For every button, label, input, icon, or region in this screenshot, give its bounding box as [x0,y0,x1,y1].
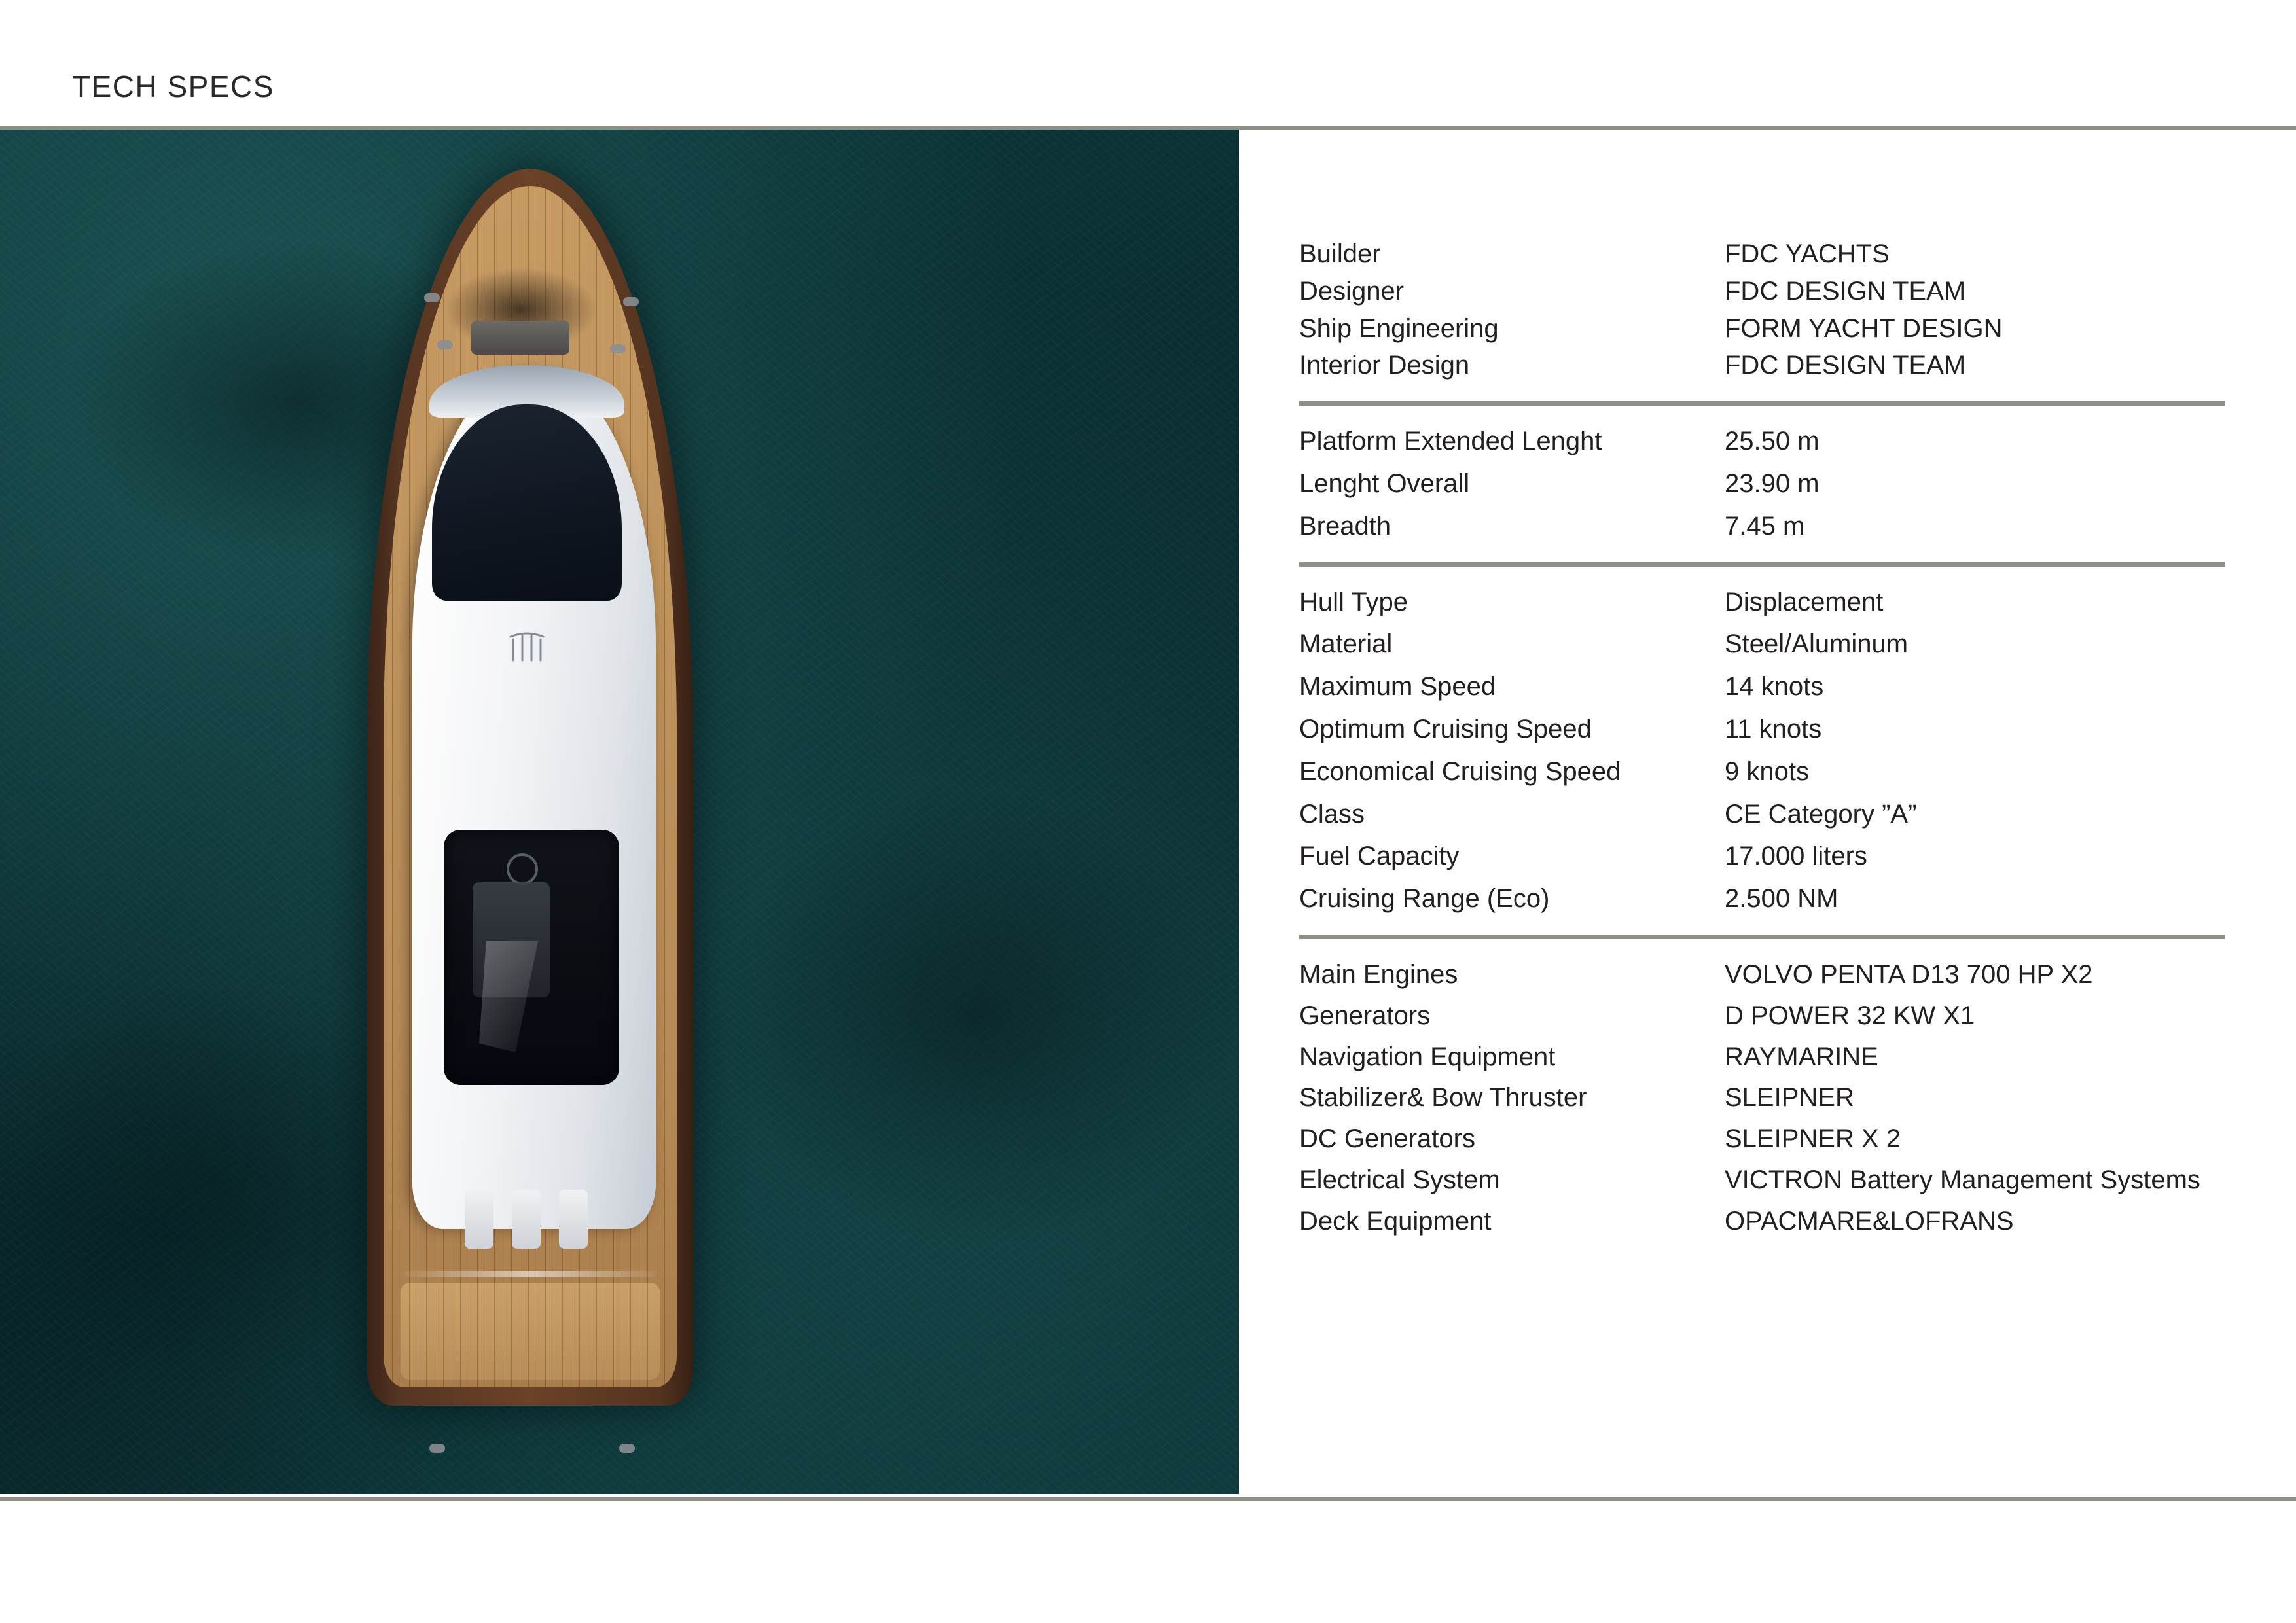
spec-row [1299,956,2235,993]
deck-cleat-icon [424,293,440,302]
spec-value: FDC DESIGN TEAM [1725,351,1966,380]
spec-row [1299,796,2235,833]
spec-row [1299,423,2235,460]
spec-row [1299,465,2235,503]
spec-value: 14 knots [1725,672,1824,702]
water-shadow-patch [0,976,422,1385]
brand-monogram-icon [507,630,552,664]
aft-deck-trim [404,1271,656,1277]
spec-group-performance [1299,584,2235,918]
spec-label: Ship Engineering [1299,313,1499,343]
spec-value: VOLVO PENTA D13 700 HP X2 [1725,959,2093,989]
spec-value: 2.500 NM [1725,884,1839,914]
aft-seat [512,1190,541,1249]
spec-row [1299,1039,2235,1076]
spec-row [1299,1120,2235,1158]
swim-platform [401,1283,660,1380]
spec-row [1299,1203,2235,1240]
spec-value: FDC YACHTS [1725,240,1890,268]
yacht-illustration [367,169,694,1406]
spec-group-dimensions [1299,423,2235,544]
spec-value: 7.45 m [1725,511,1805,541]
spec-group-divider [1299,562,2225,567]
spec-row [1299,711,2235,748]
spec-value: Steel/Aluminum [1725,630,1909,659]
spec-label: Optimum Cruising Speed [1299,714,1592,743]
spec-row [1299,838,2235,875]
spec-label: Economical Cruising Speed [1299,757,1621,786]
spec-row [1299,347,2235,384]
spec-label: Material [1299,630,1393,659]
spec-row [1299,668,2235,705]
spec-value: D POWER 32 KW X1 [1725,1001,1975,1030]
spec-group-divider [1299,401,2225,406]
spec-group-divider [1299,935,2225,939]
spec-value: 11 knots [1725,714,1822,743]
spec-value: SLEIPNER X 2 [1725,1124,1901,1154]
yacht-top-view-photo [0,130,1239,1494]
spec-row [1299,273,2235,310]
spec-label: Class [1299,799,1365,829]
spec-label: Electrical System [1299,1165,1500,1194]
aft-seat [559,1190,588,1249]
spec-row [1299,310,2235,348]
spec-label: Designer [1299,276,1405,306]
spec-label: Breadth [1299,511,1391,541]
spec-label: Fuel Capacity [1299,842,1460,871]
spec-label: Navigation Equipment [1299,1042,1556,1071]
deck-cleat-icon [619,1444,635,1453]
spec-row [1299,508,2235,545]
spec-value: VICTRON Battery Management Systems [1725,1165,2200,1194]
bow-hatch [471,321,569,355]
spec-row [1299,236,2235,273]
spec-value: 23.90 m [1725,469,1820,498]
spec-label: Platform Extended Lenght [1299,427,1602,456]
spec-row [1299,626,2235,663]
deck-cleat-icon [429,1444,445,1453]
spec-label: DC Generators [1299,1124,1475,1154]
spec-value: FDC DESIGN TEAM [1725,276,1966,306]
spec-row [1299,753,2235,791]
spec-row [1299,1079,2235,1116]
spec-label: Builder [1299,240,1381,268]
cockpit-hatch-ring [507,853,538,885]
spec-row [1299,997,2235,1035]
spec-label: Hull Type [1299,587,1408,616]
spec-group-credits [1299,236,2235,384]
spec-value: FORM YACHT DESIGN [1725,313,2003,343]
spec-row [1299,880,2235,918]
spec-label: Cruising Range (Eco) [1299,884,1550,914]
spec-label: Stabilizer& Bow Thruster [1299,1083,1587,1113]
spec-value: 9 knots [1725,757,1809,786]
spec-group-equipment [1299,956,2235,1240]
deck-cleat-icon [623,297,639,306]
spec-row [1299,584,2235,621]
water-shadow-patch [719,785,1239,1249]
spec-label: Generators [1299,1001,1431,1030]
spec-label: Maximum Speed [1299,672,1496,702]
spec-label: Lenght Overall [1299,469,1470,498]
spec-value: OPACMARE&LOFRANS [1725,1206,2014,1236]
spec-value: 25.50 m [1725,427,1820,456]
deck-cleat-icon [610,344,626,353]
spec-value: Displacement [1725,587,1884,616]
spec-row [1299,1162,2235,1199]
page-title: TECH SPECS [72,69,274,103]
aft-seat [465,1190,493,1249]
spec-label: Deck Equipment [1299,1206,1492,1236]
spec-value: CE Category ”A” [1725,799,1917,829]
spec-label: Main Engines [1299,959,1458,989]
spec-value: RAYMARINE [1725,1042,1878,1071]
spec-value: 17.000 liters [1725,842,1867,871]
footer-divider [0,1497,2296,1501]
spec-table [1299,236,2235,1252]
spec-value: SLEIPNER [1725,1083,1854,1113]
spec-label: Interior Design [1299,351,1470,380]
